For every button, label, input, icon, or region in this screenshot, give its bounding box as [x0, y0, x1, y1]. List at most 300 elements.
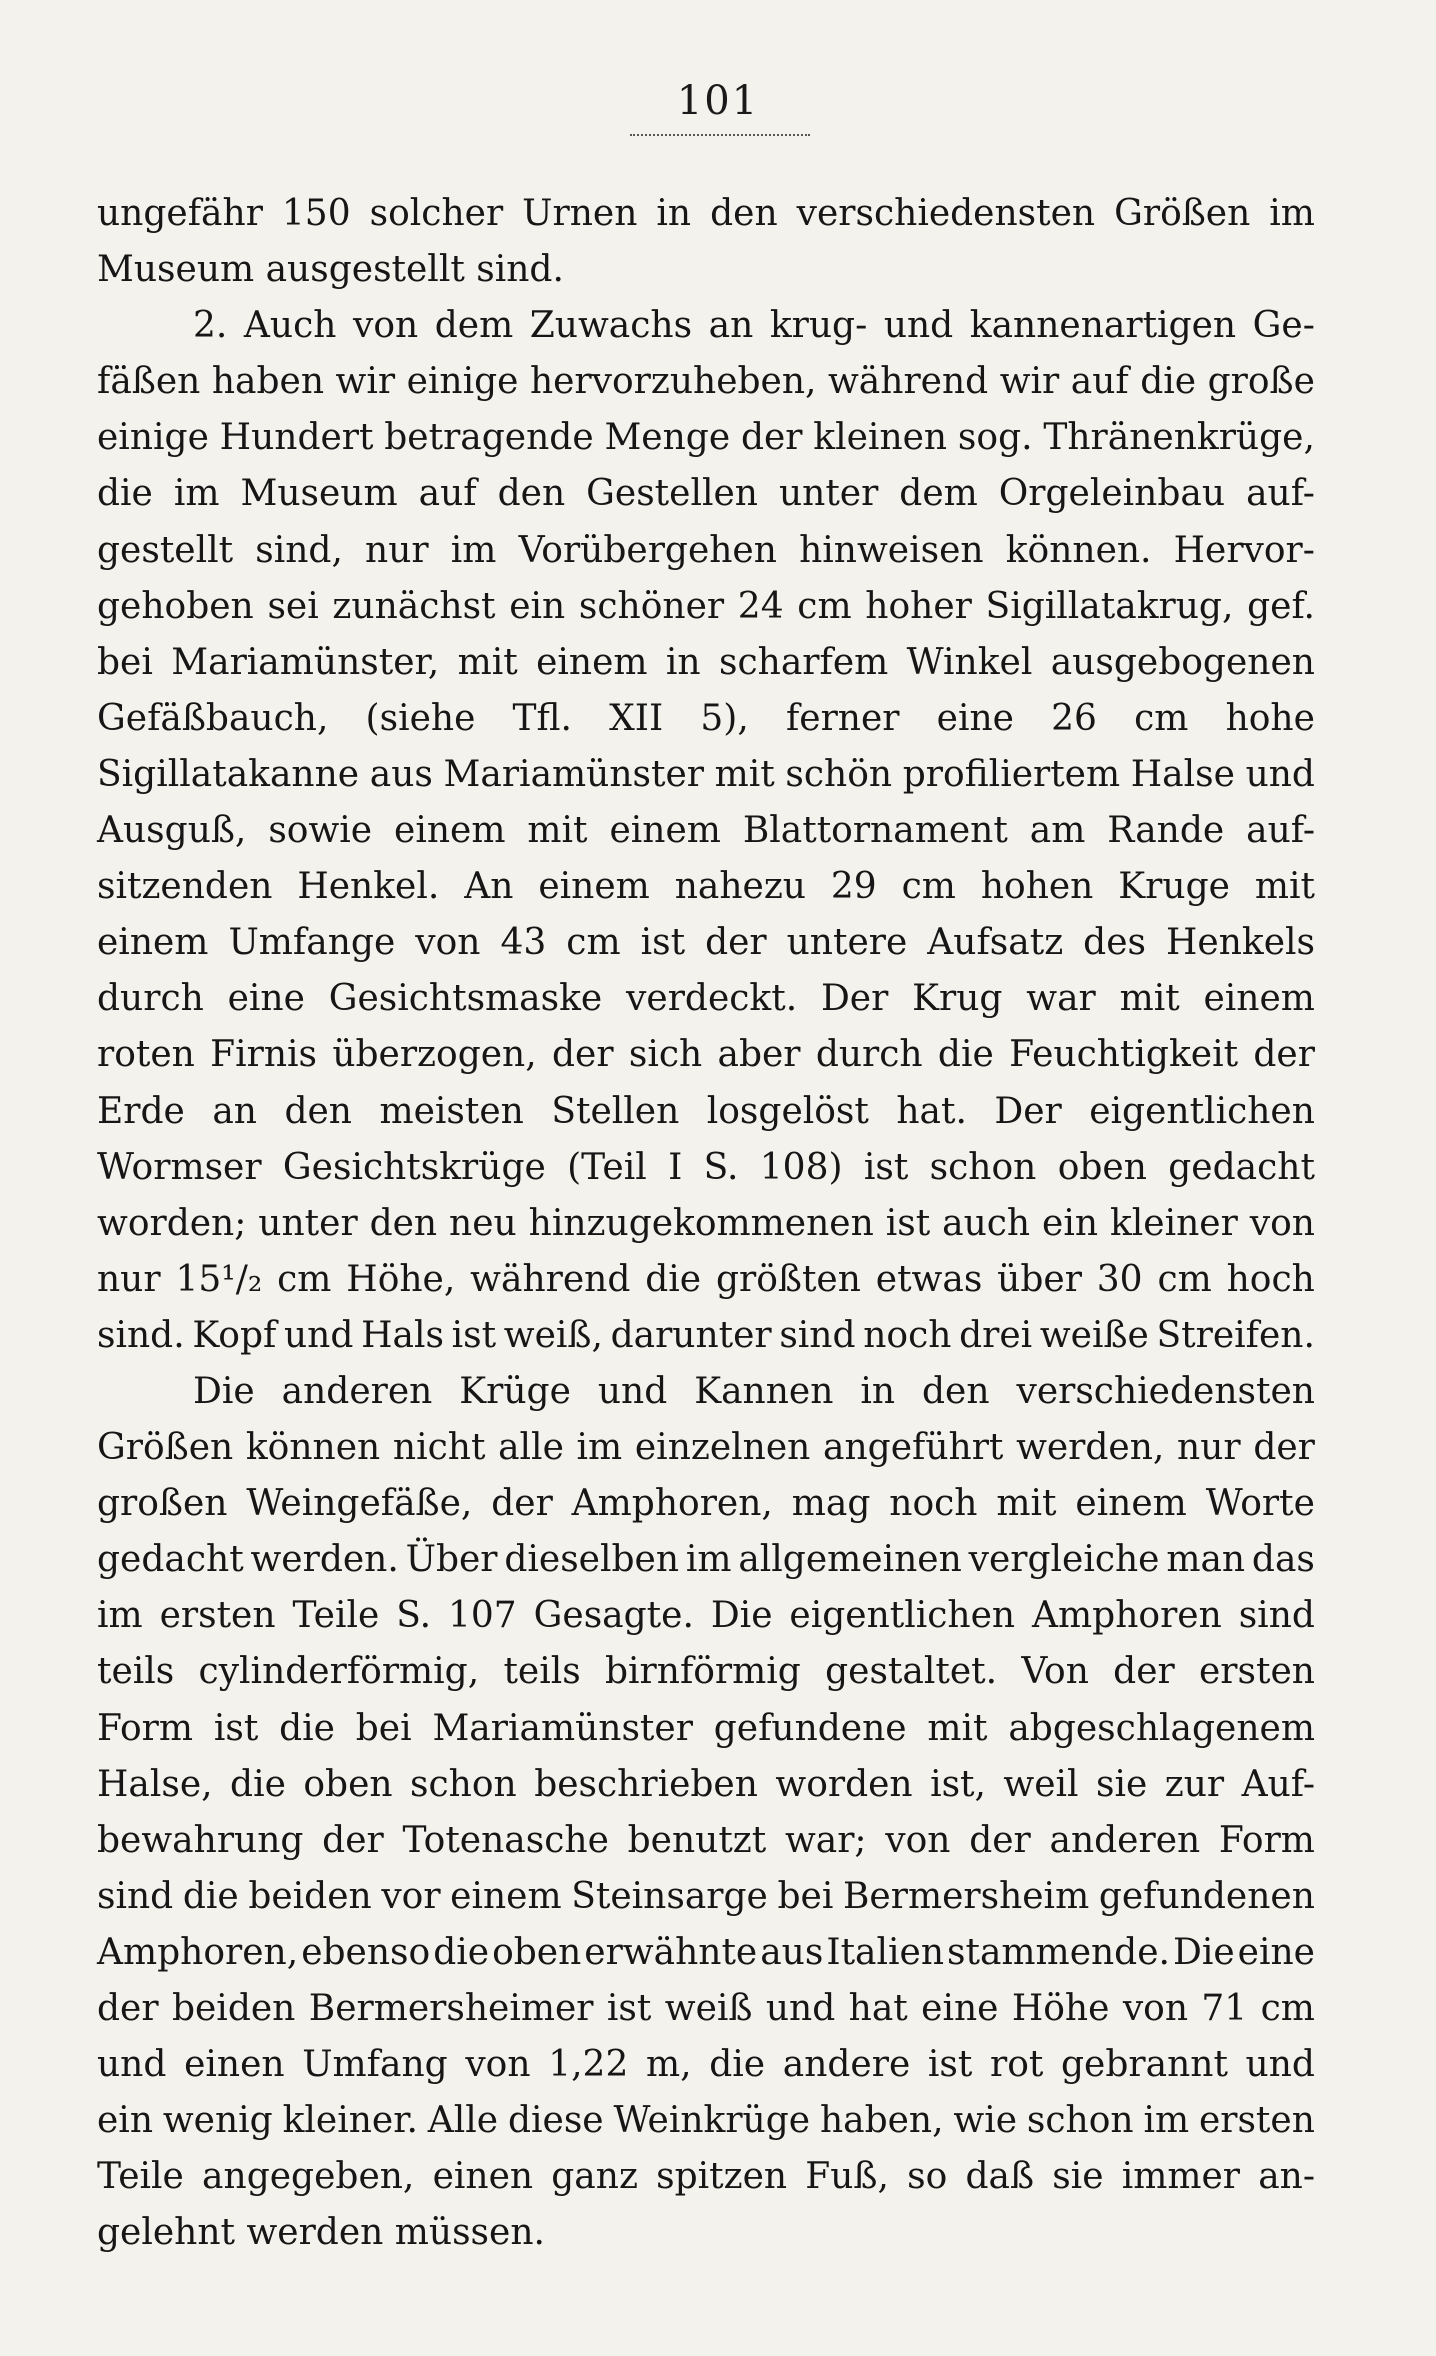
word: Gesagte.	[533, 1595, 694, 1637]
word: ist	[451, 1314, 497, 1356]
word: die	[645, 1258, 702, 1300]
word: gedacht	[97, 1539, 244, 1581]
word: Mariamünster	[443, 753, 704, 795]
word: darunter	[610, 1314, 772, 1356]
text-line	[97, 1869, 1315, 1925]
word: 71	[1201, 1988, 1248, 2029]
word: ist	[885, 1202, 931, 1244]
word: werden,	[1016, 1427, 1165, 1469]
word: cylinderförmig,	[198, 1651, 480, 1693]
text-line	[97, 1701, 1315, 1757]
word: hinweisen	[799, 529, 984, 571]
word: eine	[1237, 1931, 1315, 1973]
word: daß	[965, 2156, 1035, 2198]
word: die	[182, 1875, 239, 1917]
text-line	[97, 1981, 1315, 2037]
word: einem	[97, 922, 209, 964]
word: Orgeleinbau	[998, 473, 1226, 515]
word: ungefähr	[97, 193, 263, 234]
word: Aufsatz	[927, 922, 1064, 964]
word: Kruge	[1118, 866, 1230, 908]
word: die	[279, 1707, 335, 1749]
word: können.	[1005, 529, 1152, 571]
word: mit	[457, 641, 518, 683]
word: hinzugekommenen	[528, 1202, 874, 1244]
word: Über	[405, 1539, 498, 1581]
word: an-	[1258, 2156, 1315, 2198]
word: solcher	[369, 193, 504, 234]
word: Firnis	[210, 1034, 318, 1076]
word: gebrannt	[1061, 2044, 1228, 2086]
word: die	[709, 2044, 766, 2086]
word: einige	[97, 417, 209, 459]
word: mit	[927, 1707, 988, 1749]
word: Die	[1172, 1931, 1235, 1973]
word: (Teil	[567, 1146, 647, 1188]
word: Erde	[97, 1090, 185, 1132]
word: war;	[784, 1819, 867, 1861]
word: Ge-	[1252, 305, 1315, 347]
word: Menge	[604, 417, 731, 459]
word: 2.	[193, 305, 228, 347]
word: meisten	[379, 1090, 524, 1132]
word: Krüge	[459, 1370, 571, 1412]
word: oben	[303, 1763, 393, 1805]
word: diese	[507, 2100, 604, 2142]
word: der	[322, 1819, 384, 1861]
word: bei	[777, 1875, 834, 1917]
text-line: Museum ausgestellt sind.	[97, 249, 564, 291]
word: hohen	[980, 866, 1094, 908]
word: einem	[1203, 978, 1315, 1020]
word: vor	[381, 1875, 441, 1917]
word: andere	[782, 2044, 911, 2086]
text-line	[97, 1757, 1315, 1813]
text-line	[97, 298, 1315, 354]
word: den	[497, 473, 566, 515]
word: drei	[959, 1314, 1033, 1356]
word: verschiedensten	[796, 193, 1096, 234]
word: Größen	[1114, 193, 1251, 234]
word: der	[1253, 1034, 1315, 1076]
word: einige	[406, 361, 519, 403]
word: einzelnen	[634, 1427, 811, 1469]
word: losgelöst	[706, 1090, 869, 1132]
word: Amphoren	[1032, 1595, 1222, 1637]
word: an	[708, 305, 754, 347]
word: profiliertem	[902, 753, 1121, 795]
word: ein	[1042, 1202, 1099, 1244]
word: sind	[779, 1314, 856, 1356]
word: Mariamünster,	[171, 641, 440, 683]
word: worden	[775, 1763, 913, 1805]
word: Wormser	[97, 1146, 262, 1188]
word: sind.	[97, 1314, 185, 1356]
word: Hals	[361, 1314, 444, 1356]
word: ersten	[1198, 1651, 1315, 1693]
word: die	[1140, 361, 1197, 403]
word: Form	[97, 1707, 194, 1749]
word: S.	[396, 1595, 432, 1637]
word: unter	[258, 1202, 358, 1244]
text-line	[97, 186, 1315, 242]
word: die	[230, 1763, 286, 1805]
word: Urnen	[522, 193, 638, 234]
word: bei	[97, 641, 153, 683]
word: immer	[1121, 2156, 1240, 2198]
word: mit	[527, 810, 588, 852]
word: ein	[97, 2100, 154, 2142]
word: und	[284, 1314, 354, 1356]
word: weiß	[664, 1988, 753, 2029]
word: ersten	[159, 1595, 276, 1637]
text-line	[97, 1308, 1315, 1364]
word: Sigillatakanne	[97, 753, 360, 795]
text-line	[97, 1196, 1315, 1252]
word: Bermersheimer	[308, 1988, 594, 2029]
word: nur	[1177, 1427, 1241, 1469]
word: sind	[97, 1875, 174, 1917]
word: XII	[609, 697, 664, 739]
text-line	[97, 1364, 1315, 1420]
word: großen	[97, 1483, 228, 1525]
word: kleiner	[1109, 1202, 1238, 1244]
text-line	[97, 579, 1315, 635]
word: sind	[1238, 1595, 1315, 1637]
word: cm	[566, 922, 621, 964]
word: auf-	[1246, 473, 1315, 515]
text-line	[97, 635, 1315, 691]
word: stammende.	[947, 1931, 1170, 1973]
word: ist	[213, 1707, 259, 1749]
word: Thränenkrüge,	[1043, 417, 1315, 459]
word: 150	[281, 193, 351, 234]
word: (siehe	[365, 697, 476, 739]
word: weiße	[1039, 1314, 1149, 1356]
word: mag	[791, 1483, 871, 1525]
word: unter	[778, 473, 879, 515]
word: Winkel	[906, 641, 1033, 683]
word: gefundene	[713, 1707, 907, 1749]
text-line	[97, 2149, 1315, 2205]
word: eine	[936, 697, 1014, 739]
word: das	[1251, 1539, 1315, 1581]
word: Rande	[1107, 810, 1225, 852]
word: Höhe,	[346, 1258, 456, 1300]
word: 24	[737, 585, 784, 627]
word: untere	[786, 922, 908, 964]
word: schon	[929, 1146, 1037, 1188]
word: sowie	[268, 810, 373, 852]
word: aber	[717, 1034, 801, 1076]
word: Höhe	[1011, 1988, 1110, 2029]
word: 107	[447, 1595, 517, 1637]
word: 43	[500, 922, 547, 964]
word: haben,	[819, 2100, 944, 2142]
word: wir	[335, 361, 396, 403]
word: ist	[927, 2044, 973, 2086]
text-line	[97, 1252, 1315, 1308]
word: während	[827, 361, 989, 403]
word: Halse,	[97, 1763, 213, 1805]
word: an	[212, 1090, 257, 1132]
word: Umfang	[302, 2044, 448, 2086]
word: von	[465, 2044, 531, 2086]
word: auch	[942, 1202, 1031, 1244]
word: nahezu	[674, 866, 806, 908]
word: Tfl.	[512, 697, 572, 739]
word: schöner	[578, 585, 725, 627]
word: den	[922, 1370, 990, 1412]
text-line	[97, 1140, 1315, 1196]
word: im	[450, 529, 497, 571]
word: 5),	[700, 697, 749, 739]
word: Weinkrüge	[613, 2100, 811, 2142]
word: dem	[434, 305, 514, 347]
word: Größen	[97, 1427, 234, 1469]
word: abgeschlagenem	[1008, 1707, 1315, 1749]
word: am	[1029, 810, 1086, 852]
word: sie	[1096, 1763, 1148, 1805]
word: ganz	[551, 2156, 638, 2198]
word: Teile	[292, 1595, 380, 1637]
word: oben	[492, 1931, 582, 1973]
word: ist	[640, 922, 686, 964]
word: Alle	[427, 2100, 499, 2142]
word: Vorübergehen	[518, 529, 777, 571]
word: Feuchtigkeit	[1009, 1034, 1239, 1076]
word: gefundenen	[1098, 1875, 1315, 1917]
word: größten	[715, 1258, 861, 1300]
word: den	[710, 193, 778, 234]
word: kleiner.	[282, 2100, 418, 2142]
word: ebenso	[301, 1931, 431, 1973]
word: die	[433, 1931, 490, 1973]
word: können	[245, 1427, 381, 1469]
page-number-rule	[630, 134, 810, 139]
text-line	[97, 1420, 1315, 1476]
word: große	[1207, 361, 1315, 403]
word: teils	[503, 1651, 581, 1693]
word: birnförmig	[604, 1651, 801, 1693]
body-text	[97, 186, 1315, 2261]
word: fäßen	[97, 361, 201, 403]
word: Die	[710, 1595, 773, 1637]
word: den	[284, 1090, 352, 1132]
text-line	[97, 1532, 1315, 1588]
word: hervorzuheben,	[529, 361, 817, 403]
word: sich	[628, 1034, 703, 1076]
word: ein	[509, 585, 566, 627]
word: Amphoren,	[97, 1931, 299, 1973]
word: auf	[1070, 361, 1129, 403]
text-line	[97, 2093, 1315, 2149]
word: über	[997, 1258, 1082, 1300]
word: hohe	[1225, 697, 1315, 739]
word: im	[1143, 2100, 1190, 2142]
word: der	[97, 1988, 159, 2029]
word: den	[369, 1202, 438, 1244]
word: durch	[97, 978, 204, 1020]
word: hat	[848, 1988, 908, 2029]
word: worden;	[97, 1202, 247, 1244]
word: Der	[820, 978, 889, 1020]
word: eigentlichen	[1089, 1090, 1315, 1132]
word: in	[860, 1370, 896, 1412]
word: ist	[863, 1146, 909, 1188]
word: während	[470, 1258, 631, 1300]
word: Gefäßbauch,	[97, 697, 329, 739]
word: war	[1026, 978, 1096, 1020]
word: und	[97, 2044, 167, 2086]
word: benutzt	[627, 1819, 767, 1861]
word: Kannen	[694, 1370, 834, 1412]
word: neu	[449, 1202, 517, 1244]
word: kleinen	[813, 417, 948, 459]
word: ist,	[930, 1763, 986, 1805]
text-line	[97, 1813, 1315, 1869]
word: Von	[1021, 1651, 1089, 1693]
word: man	[1166, 1539, 1246, 1581]
word: Weingefäße,	[246, 1483, 473, 1525]
word: 29	[830, 866, 877, 908]
word: Gesichtsmaske	[328, 978, 603, 1020]
word: von	[1249, 1202, 1315, 1244]
word: I	[668, 1146, 683, 1188]
word: Gesichtskrüge	[282, 1146, 546, 1188]
word: einem	[538, 866, 650, 908]
word: in	[665, 641, 701, 683]
word: Worte	[1205, 1483, 1315, 1525]
word: der	[740, 417, 803, 459]
word: im	[173, 473, 220, 515]
word: schon	[410, 1763, 517, 1805]
word: vergleiche	[968, 1539, 1160, 1581]
word: einem	[1075, 1483, 1187, 1525]
word: Die	[193, 1370, 255, 1412]
word: beiden	[171, 1988, 296, 2029]
word: Bermersheim	[842, 1875, 1090, 1917]
word: cm	[901, 866, 956, 908]
word: Umfange	[228, 922, 396, 964]
text-line	[97, 691, 1315, 747]
word: und	[883, 305, 954, 347]
word: der	[551, 1034, 614, 1076]
word: werden.	[250, 1539, 399, 1581]
word: anderen	[281, 1370, 433, 1412]
word: rot	[990, 2044, 1044, 2086]
word: schön	[785, 753, 893, 795]
word: teils	[97, 1651, 175, 1693]
word: cm	[277, 1258, 332, 1300]
word: hoch	[1226, 1258, 1315, 1300]
word: dem	[899, 473, 978, 515]
word: 26	[1051, 697, 1097, 739]
word: erwähnte	[584, 1931, 758, 1973]
word: sei	[267, 585, 319, 627]
word: die	[937, 1034, 994, 1076]
word: nur	[365, 529, 429, 571]
word: auf-	[1246, 810, 1315, 852]
word: einem	[394, 810, 506, 852]
word: eine	[227, 978, 305, 1020]
word: ist	[606, 1988, 652, 2029]
text-line	[97, 1588, 1315, 1644]
word: von	[415, 922, 481, 964]
text-line: gelehnt werden müssen.	[97, 2212, 545, 2254]
word: einen	[184, 2044, 285, 2086]
word: zur	[1164, 1763, 1225, 1805]
word: wenig	[162, 2100, 273, 2142]
word: mit	[1254, 866, 1315, 908]
word: allgemeinen	[738, 1539, 962, 1581]
word: der	[491, 1483, 553, 1525]
word: Fuß,	[805, 2156, 889, 2198]
word: gedacht	[1168, 1146, 1315, 1188]
word: gestellt	[97, 529, 234, 571]
word: angeführt	[823, 1427, 1004, 1469]
word: wir	[999, 361, 1060, 403]
text-line	[97, 523, 1315, 579]
text-line	[97, 1027, 1315, 1083]
text-line	[97, 410, 1315, 466]
word: angegeben,	[202, 2156, 415, 2198]
text-line	[97, 971, 1315, 1027]
word: Steinsarge	[571, 1875, 768, 1917]
word: in	[656, 193, 692, 234]
word: im	[685, 1539, 732, 1581]
word: Amphoren,	[571, 1483, 773, 1525]
text-line	[97, 466, 1315, 522]
word: im	[1269, 193, 1315, 234]
word: etwas	[875, 1258, 983, 1300]
word: Henkel.	[297, 866, 440, 908]
text-line	[97, 1925, 1315, 1981]
word: Museum	[240, 473, 398, 515]
word: sie	[1052, 2156, 1104, 2198]
text-line	[97, 915, 1315, 971]
word: scharfem	[719, 641, 889, 683]
word: 108)	[759, 1146, 843, 1188]
word: von	[885, 1819, 951, 1861]
word: und	[597, 1370, 668, 1412]
word: Hundert	[219, 417, 374, 459]
word: Gestellen	[586, 473, 758, 515]
word: dieselben	[504, 1539, 680, 1581]
word: sind,	[255, 529, 343, 571]
text-line	[97, 803, 1315, 859]
word: noch	[889, 1483, 978, 1525]
word: haben	[211, 361, 325, 403]
page-number: 101	[676, 78, 760, 124]
word: von	[352, 305, 419, 347]
word: Teile	[97, 2156, 184, 2198]
word: einem	[609, 810, 721, 852]
word: die	[97, 473, 153, 515]
word: Mariamünster	[432, 1707, 693, 1749]
word: aus	[760, 1931, 824, 1973]
word: so	[907, 2156, 948, 2198]
word: bewahrung	[97, 1819, 304, 1861]
word: cm	[1134, 697, 1189, 739]
word: und	[1245, 2044, 1315, 2086]
word: ferner	[785, 697, 900, 739]
word: eigentlichen	[789, 1595, 1016, 1637]
word: des	[1083, 922, 1146, 964]
text-line	[97, 747, 1315, 803]
word: überzogen,	[332, 1034, 537, 1076]
word: hat.	[896, 1090, 967, 1132]
